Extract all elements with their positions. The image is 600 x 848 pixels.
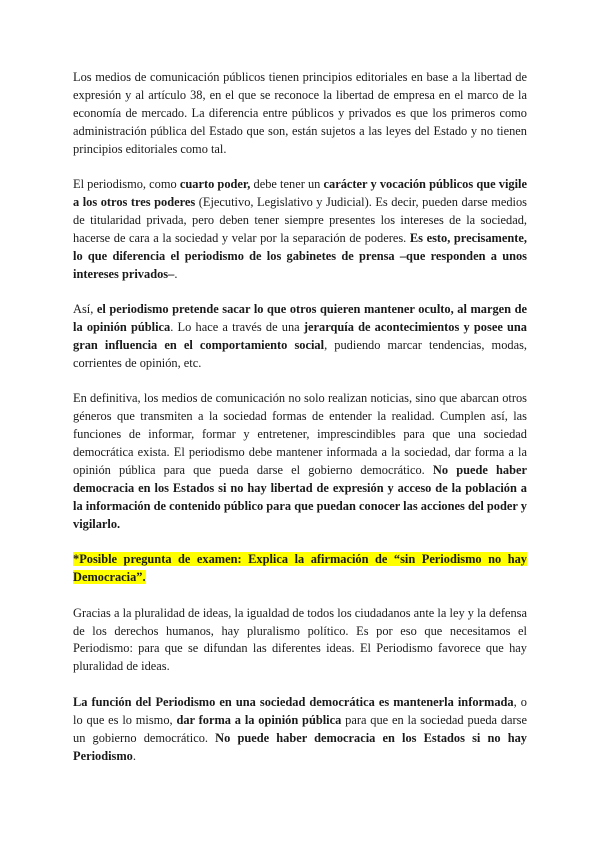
text-run: El periodismo, como xyxy=(73,177,180,192)
bold-run: jerarquía de acontecimientos y posee una gran influencia en el comportamiento social xyxy=(73,320,527,352)
bold-run: dar forma a la opinión pública xyxy=(176,712,342,727)
text-run: para que en la sociedad pueda darse un gobierno democrático. xyxy=(73,712,528,745)
exam-question-text: *Posible pregunta de examen: Explica la afirmación de “sin Periodismo no hay Democracia”. xyxy=(73,552,527,585)
text-run: debe tener un xyxy=(250,177,324,192)
paragraph-fourth-power xyxy=(73,176,527,283)
paragraph-functions xyxy=(73,390,527,533)
bold-run: La función del Periodismo en una sociedad democrática es mantenerla informada xyxy=(73,694,514,709)
paragraph-hidden-info xyxy=(73,301,527,373)
paragraph-pluralism xyxy=(73,605,527,677)
bold-run: cuarto poder, xyxy=(179,177,251,192)
exam-question xyxy=(73,551,527,587)
text-run: En definitiva, los medios de comunicación no solo realizan noticias, sino que abarcan otros géneros que transmiten a la sociedad formas de entender la realidad. Cumplen así, las funciones de informar, formar y entretener, imprescindibles para que una sociedad democrática exista. El periodismo debe mantener informada a la sociedad, dar forma a la opinión pública para que pueda darse el gobierno democrático. xyxy=(73,391,527,477)
text-run: . xyxy=(132,748,136,763)
text-run: Los medios de comunicación públicos tienen principios editoriales en base a la libertad de expresión y al artículo 38, en el que se reconoce la libertad de empresa en el marco de la economía de mercado. La diferencia entre públicos y privados es que los primeros como administración pública del Estado que son, están sujetos a las leyes del Estado y no tienen principios editoriales como tal. xyxy=(73,70,527,156)
paragraph-conclusion xyxy=(73,694,527,766)
bold-run: No puede haber democracia en los Estados si no hay Periodismo xyxy=(73,730,527,763)
document-body xyxy=(73,69,527,783)
paragraph-public-media xyxy=(73,69,527,159)
text-run: Gracias a la pluralidad de ideas, la igualdad de todos los ciudadanos ante la ley y la defensa de los derechos humanos, hay pluralismo político. Es por eso que necesitamos el Periodismo: para que se difundan las diferentes ideas. El Periodismo favorece que hay pluralidad de ideas. xyxy=(73,605,527,674)
text-run: , o lo que es lo mismo, xyxy=(73,694,528,727)
bold-run: el periodismo pretende sacar lo que otros quieren mantener oculto, al margen de la opinión pública xyxy=(73,302,527,335)
text-run: . xyxy=(174,266,178,281)
text-run: , pudiendo marcar tendencias, modas, corrientes de opinión, etc. xyxy=(73,337,528,370)
text-run: Así, xyxy=(73,302,97,317)
bold-run: carácter y vocación públicos que vigile a los otros tres poderes xyxy=(73,177,527,210)
text-run: (Ejecutivo, Legislativo y Judicial). Es decir, pueden darse medios de titularidad privada, pero deben tener siempre presentes los intereses de la sociedad, hacerse de cara a la sociedad y velar por la separación de poderes. xyxy=(73,195,527,245)
text-run: . Lo hace a través de una xyxy=(170,320,304,335)
bold-run: Es esto, precisamente, lo que diferencia el periodismo de los gabinetes de prensa –que responden a unos intereses privados– xyxy=(73,230,527,281)
bold-run: No puede haber democracia en los Estados si no hay libertad de expresión y acceso de la población a la información de contenido público para que puedan conocer las acciones del poder y vigilarlo. xyxy=(73,463,527,531)
